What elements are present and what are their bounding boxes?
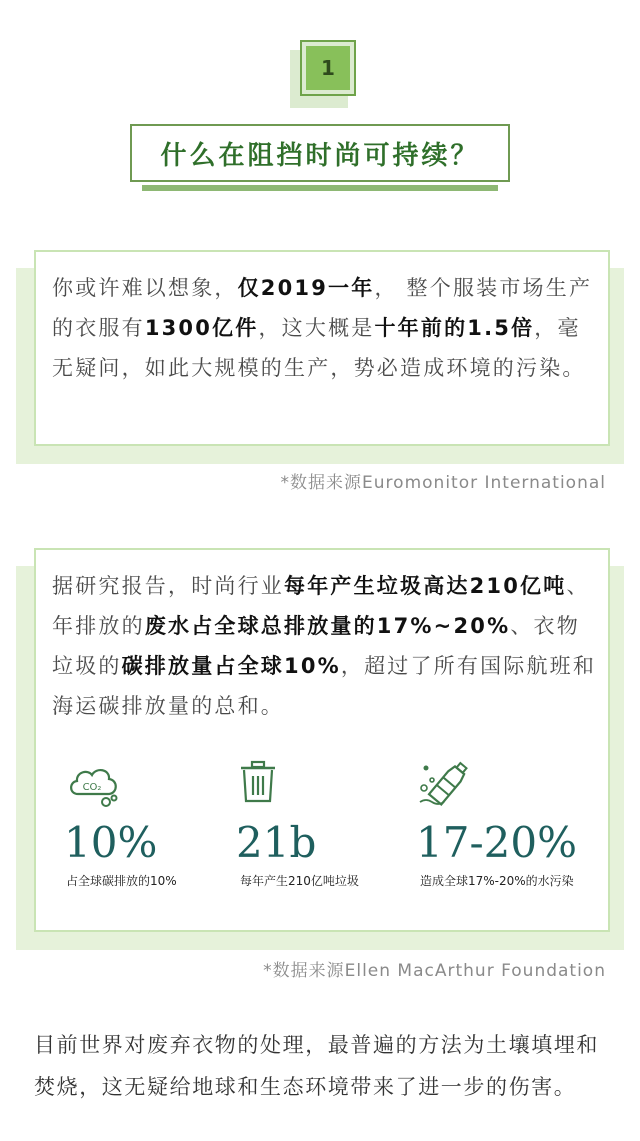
stat-caption-water: 造成全球17%-20%的水污染 — [420, 874, 574, 888]
card1-text-3: ，这大概是 — [258, 316, 375, 340]
polluted-bottle-icon — [418, 758, 478, 814]
card2-text-4: ，超过了所有国际航班和海运碳排放量的总和。 — [52, 654, 597, 718]
stat-value-water: 17-20% — [416, 818, 577, 867]
card2-text-1: 据研究报告，时尚行业 — [52, 574, 284, 598]
co2-icon-label: CO₂ — [82, 782, 102, 793]
card2-text-3: 、衣物垃圾的 — [52, 614, 580, 678]
closing-paragraph: 目前世界对废弃衣物的处理，最普遍的方法为土壤填埋和焚烧，这无疑给地球和生态环境带来了进一步的伤害。 — [34, 1033, 599, 1099]
card2-highlight-3: 碳排放量占全球10% — [121, 654, 341, 678]
co2-cloud-icon — [66, 760, 120, 814]
section-title: 什么在阻挡时尚可持续？ — [160, 140, 480, 171]
trash-can-icon — [238, 760, 278, 808]
card2-text-2: 、年排放的 — [52, 574, 590, 638]
card1-text-1: 你或许难以想象， — [52, 276, 238, 300]
card1-paragraph — [52, 268, 596, 388]
card2-source: *数据来源Ellen MacArthur Foundation — [263, 961, 606, 981]
card2-highlight-2: 废水占全球总排放量的17%~20% — [144, 614, 511, 638]
stat-caption-carbon: 占全球碳排放的10% — [66, 874, 177, 888]
card1-text-4: ，毫无疑问，如此大规模的生产，势必造成环境的污染。 — [52, 316, 586, 380]
stat-value-carbon: 10% — [64, 818, 158, 867]
card1-highlight-1: 仅2019一年 — [237, 276, 375, 300]
card1-highlight-3: 十年前的1.5倍 — [374, 316, 535, 340]
card1-text-2: ， 整个服装市场生产的衣服有 — [52, 276, 593, 340]
title-underline — [142, 185, 498, 191]
card1-source: *数据来源Euromonitor International — [280, 473, 606, 493]
card2-paragraph — [52, 566, 600, 726]
stat-caption-waste: 每年产生210亿吨垃圾 — [240, 874, 359, 888]
card1-highlight-2: 1300亿件 — [144, 316, 259, 340]
section-number: 1 — [306, 46, 350, 90]
stat-value-waste: 21b — [236, 818, 317, 867]
section-title-box — [130, 124, 510, 182]
card2-highlight-1: 每年产生垃圾高达210亿吨 — [284, 574, 567, 598]
